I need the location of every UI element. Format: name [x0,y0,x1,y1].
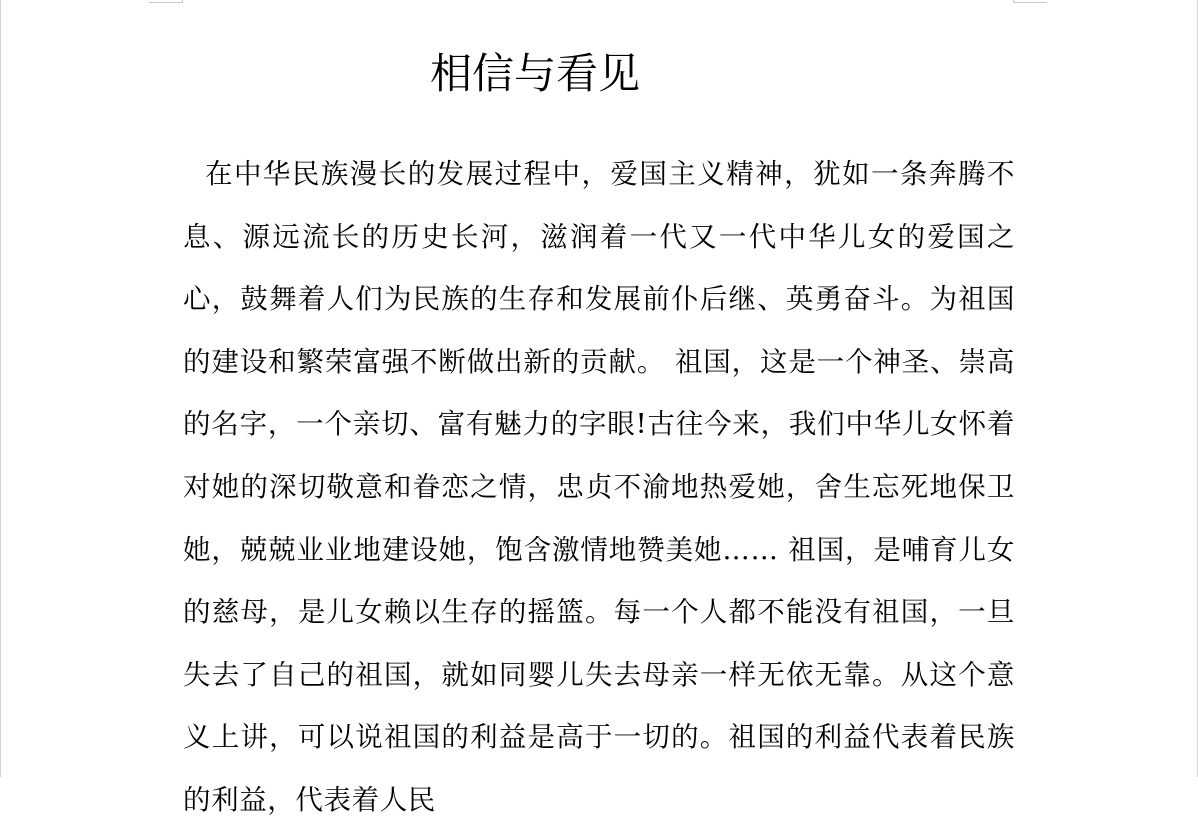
top-right-corner-mark [1013,0,1047,3]
document-body-paragraph: 在中华民族漫长的发展过程中，爱国主义精神，犹如一条奔腾不息、源远流长的历史长河，滋润着一代又一代中华儿女的爱国之心，鼓舞着人们为民族的生存和发展前仆后继、英勇奋斗。为祖国的建设和繁荣富强不断做出新的贡献。 祖国，这是一个神圣、崇高的名字，一个亲切、富有魅力的字眼!古往今来，我们中华儿女怀着对她的深切敬意和眷恋之情，忠贞不渝地热爱她，舍生忘死地保卫她，兢兢业业地建设她，饱含激情地赞美她…… 祖国，是哺育儿女的慈母，是儿女赖以生存的摇篮。每一个人都不能没有祖国，一旦失去了自己的祖国，就如同婴儿失去母亲一样无依无靠。从这个意义上讲，可以说祖国的利益是高于一切的。祖国的利益代表着民族的利益，代表着人民 [183,158,1015,816]
document-title: 相信与看见 [429,49,640,98]
top-left-corner-mark [149,0,183,3]
